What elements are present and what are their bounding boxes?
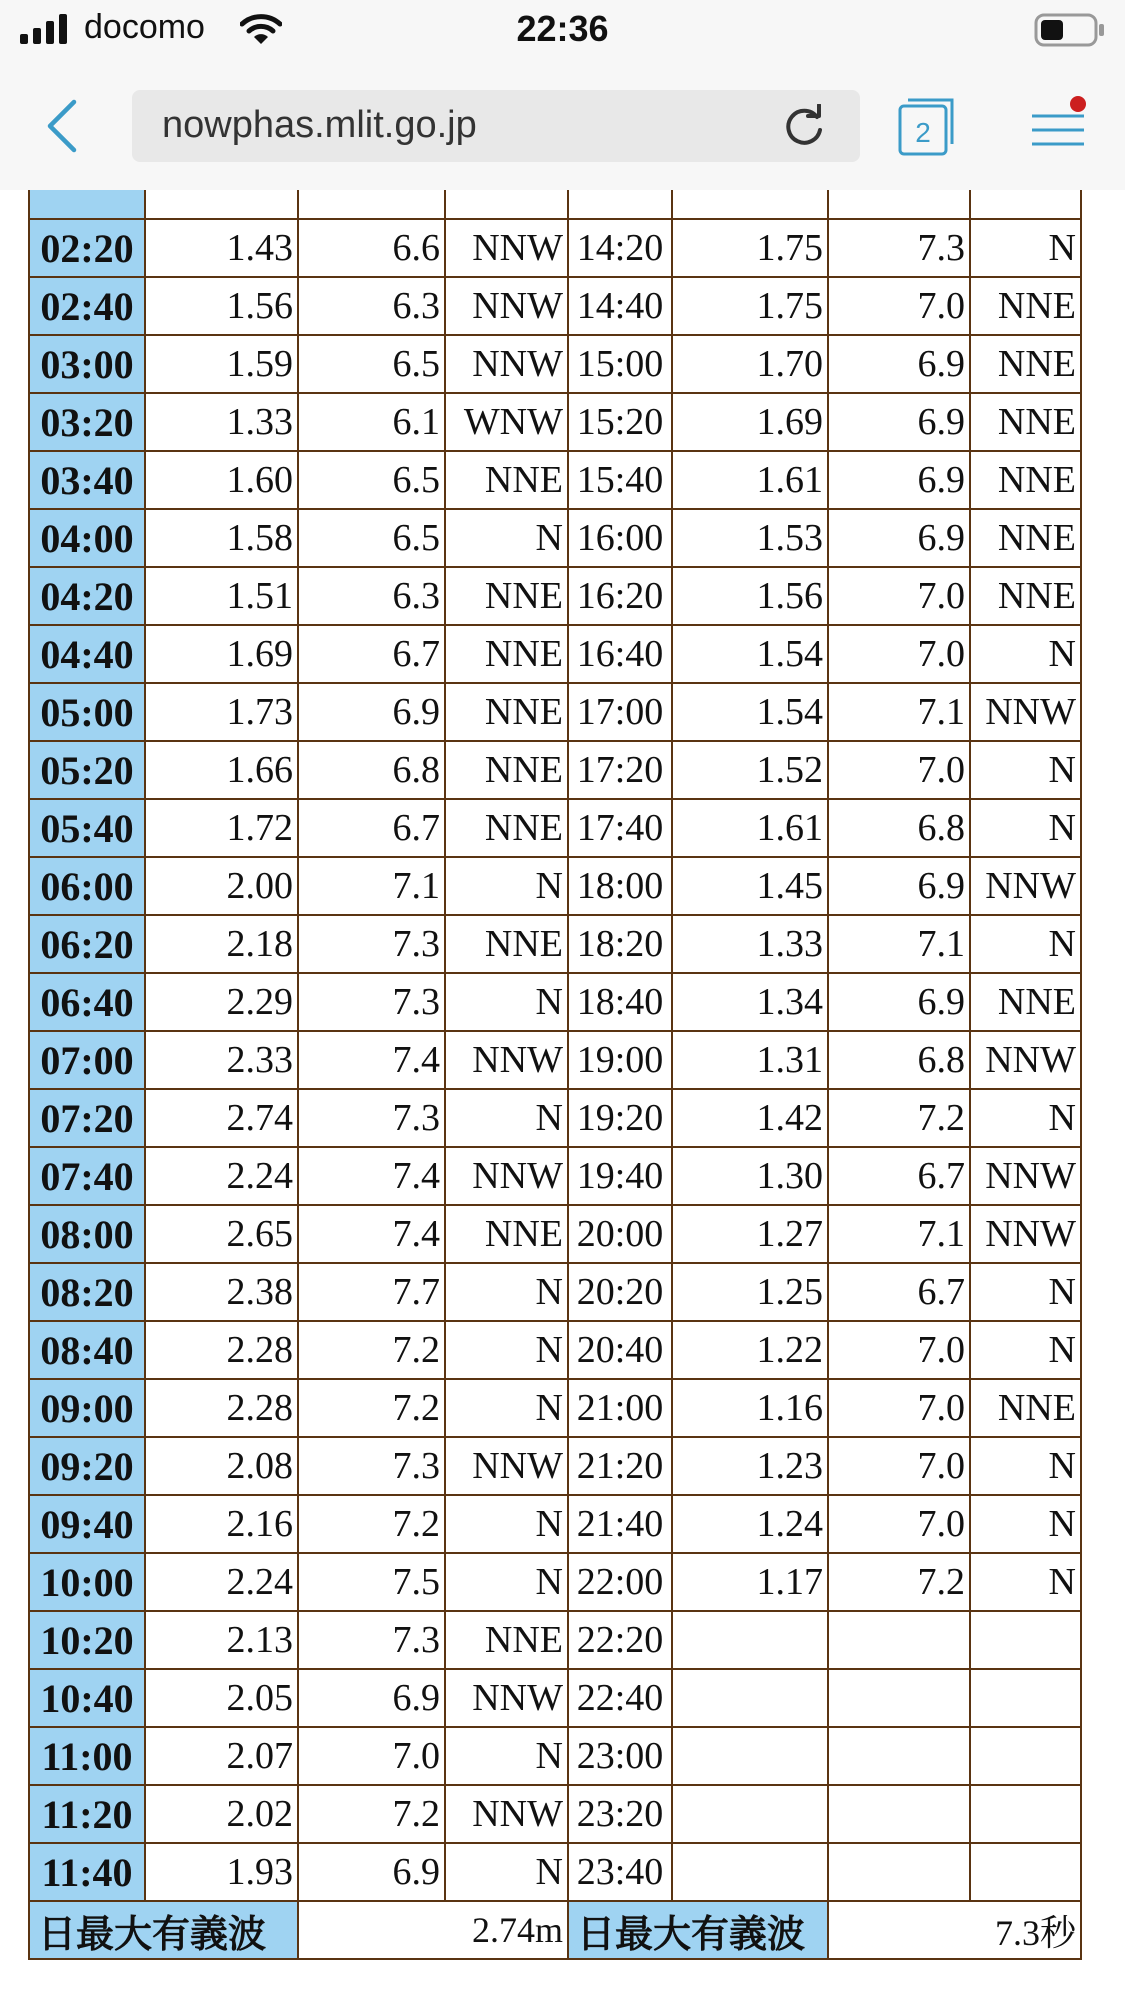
table-row <box>29 683 1081 741</box>
wave-direction-cell: NNE <box>970 567 1081 625</box>
wave-period-cell <box>828 1785 970 1843</box>
time-cell: 06:00 <box>29 857 145 915</box>
menu-icon[interactable] <box>1028 92 1088 156</box>
time-cell: 05:40 <box>29 799 145 857</box>
table-row <box>29 277 1081 335</box>
wave-period-cell: 6.1 <box>298 393 445 451</box>
wave-period-cell: 6.9 <box>828 451 970 509</box>
wave-height-cell: 1.58 <box>145 509 298 567</box>
wave-period-cell: 7.0 <box>828 1495 970 1553</box>
wave-direction-cell: N <box>970 1553 1081 1611</box>
wave-height-cell: 2.18 <box>145 915 298 973</box>
table-row <box>29 393 1081 451</box>
wave-period-cell: 6.3 <box>298 277 445 335</box>
time-cell: 07:40 <box>29 1147 145 1205</box>
table-row <box>29 915 1081 973</box>
wave-period-cell: 6.9 <box>298 1669 445 1727</box>
wave-height-cell: 1.25 <box>672 1263 828 1321</box>
wave-period-cell: 6.9 <box>828 335 970 393</box>
wave-height-cell: 1.45 <box>672 857 828 915</box>
wave-height-cell: 1.42 <box>672 1089 828 1147</box>
wave-direction-cell: NNW <box>445 219 568 277</box>
wave-direction-cell <box>445 190 568 219</box>
wave-height-cell: 2.07 <box>145 1727 298 1785</box>
wave-period-cell: 7.1 <box>828 1205 970 1263</box>
wave-direction-cell: NNW <box>445 335 568 393</box>
wave-period-cell: 7.3 <box>298 1611 445 1669</box>
table-row <box>29 1669 1081 1727</box>
time-cell: 16:40 <box>568 625 672 683</box>
wave-height-cell: 1.16 <box>672 1379 828 1437</box>
wave-height-cell: 1.33 <box>145 393 298 451</box>
wave-height-cell: 1.23 <box>672 1437 828 1495</box>
wave-height-cell: 2.16 <box>145 1495 298 1553</box>
wave-period-cell <box>828 1611 970 1669</box>
wave-period-cell: 7.3 <box>298 1089 445 1147</box>
wave-period-cell: 7.2 <box>298 1379 445 1437</box>
wave-direction-cell: N <box>445 1553 568 1611</box>
wave-period-cell: 7.5 <box>298 1553 445 1611</box>
time-cell: 23:00 <box>568 1727 672 1785</box>
wave-direction-cell: NNW <box>445 277 568 335</box>
wave-period-cell: 7.4 <box>298 1205 445 1263</box>
wave-period-cell: 6.5 <box>298 509 445 567</box>
max-wave-height-value: 2.74m <box>298 1901 568 1959</box>
time-cell: 03:00 <box>29 335 145 393</box>
time-cell: 10:40 <box>29 1669 145 1727</box>
table-row <box>29 335 1081 393</box>
wave-period-cell: 7.3 <box>298 973 445 1031</box>
time-cell: 21:40 <box>568 1495 672 1553</box>
wave-period-cell: 6.8 <box>828 1031 970 1089</box>
wave-height-cell: 1.56 <box>145 277 298 335</box>
back-icon[interactable] <box>40 96 86 156</box>
time-cell: 20:00 <box>568 1205 672 1263</box>
time-cell: 07:20 <box>29 1089 145 1147</box>
wave-height-cell: 1.56 <box>672 567 828 625</box>
table-row <box>29 1205 1081 1263</box>
wave-height-cell: 2.74 <box>145 1089 298 1147</box>
url-text: nowphas.mlit.go.jp <box>162 104 477 146</box>
time-cell: 06:20 <box>29 915 145 973</box>
wave-direction-cell: NNW <box>970 1147 1081 1205</box>
wave-direction-cell: NNE <box>970 335 1081 393</box>
table-row <box>29 1437 1081 1495</box>
time-cell: 19:20 <box>568 1089 672 1147</box>
wave-direction-cell <box>970 1727 1081 1785</box>
wave-height-cell: 1.52 <box>672 741 828 799</box>
wave-direction-cell: NNW <box>970 1205 1081 1263</box>
wave-direction-cell: N <box>970 219 1081 277</box>
max-wave-label: 日最大有義波 <box>568 1901 828 1959</box>
time-cell: 17:40 <box>568 799 672 857</box>
table-row <box>29 1785 1081 1843</box>
wave-height-cell: 1.51 <box>145 567 298 625</box>
wave-height-cell: 2.38 <box>145 1263 298 1321</box>
time-cell: 02:40 <box>29 277 145 335</box>
wave-height-cell <box>672 1843 828 1901</box>
wave-height-cell <box>672 1669 828 1727</box>
wave-period-cell: 7.0 <box>828 1437 970 1495</box>
wave-period-cell: 7.7 <box>298 1263 445 1321</box>
wave-period-cell <box>828 1843 970 1901</box>
wave-direction-cell: N <box>970 741 1081 799</box>
wave-height-cell: 1.54 <box>672 683 828 741</box>
wave-direction-cell: NNE <box>445 1611 568 1669</box>
wave-period-cell <box>828 1669 970 1727</box>
wave-direction-cell: N <box>445 1843 568 1901</box>
time-cell: 06:40 <box>29 973 145 1031</box>
table-row <box>29 1031 1081 1089</box>
wave-period-cell: 6.7 <box>298 625 445 683</box>
time-cell: 09:00 <box>29 1379 145 1437</box>
wave-period-cell: 7.1 <box>298 857 445 915</box>
table-row <box>29 1611 1081 1669</box>
wave-height-cell <box>672 190 828 219</box>
wave-direction-cell: N <box>445 857 568 915</box>
wave-period-cell: 7.2 <box>828 1089 970 1147</box>
time-cell: 02:20 <box>29 219 145 277</box>
wave-direction-cell: N <box>970 915 1081 973</box>
tab-count: 2 <box>915 117 931 148</box>
wave-period-cell: 7.2 <box>828 1553 970 1611</box>
wave-direction-cell <box>970 1843 1081 1901</box>
table-row <box>29 1379 1081 1437</box>
wave-height-cell <box>672 1727 828 1785</box>
notification-dot <box>1070 96 1086 112</box>
wave-period-cell: 6.9 <box>828 393 970 451</box>
wave-height-cell: 1.27 <box>672 1205 828 1263</box>
wave-direction-cell: N <box>970 799 1081 857</box>
wave-period-cell: 7.0 <box>298 1727 445 1785</box>
wave-period-cell: 6.9 <box>298 1843 445 1901</box>
wave-period-cell: 7.1 <box>828 683 970 741</box>
time-cell: 18:40 <box>568 973 672 1031</box>
wave-direction-cell: NNW <box>445 1147 568 1205</box>
time-cell: 18:20 <box>568 915 672 973</box>
wave-direction-cell <box>970 190 1081 219</box>
wave-period-cell: 7.0 <box>828 1379 970 1437</box>
wave-period-cell <box>828 1727 970 1785</box>
wave-period-cell: 7.4 <box>298 1147 445 1205</box>
wave-period-cell: 6.7 <box>298 799 445 857</box>
wave-height-cell: 1.43 <box>145 219 298 277</box>
wave-height-cell: 1.75 <box>672 219 828 277</box>
time-cell: 03:40 <box>29 451 145 509</box>
status-bar <box>0 0 1125 62</box>
wave-direction-cell: NNW <box>445 1785 568 1843</box>
carrier-name: docomo <box>84 8 205 46</box>
time-cell: 22:40 <box>568 1669 672 1727</box>
wave-direction-cell: NNE <box>445 567 568 625</box>
table-row <box>29 741 1081 799</box>
wave-period-cell: 7.4 <box>298 1031 445 1089</box>
wave-direction-cell: NNW <box>445 1437 568 1495</box>
wave-direction-cell: N <box>445 1727 568 1785</box>
table-row <box>29 625 1081 683</box>
max-wave-label: 日最大有義波 <box>29 1901 298 1959</box>
table-row <box>29 1147 1081 1205</box>
wave-direction-cell: NNE <box>445 915 568 973</box>
time-cell: 10:20 <box>29 1611 145 1669</box>
time-cell: 21:00 <box>568 1379 672 1437</box>
wave-direction-cell: NNE <box>970 509 1081 567</box>
table-row <box>29 1089 1081 1147</box>
wave-period-cell: 7.0 <box>828 567 970 625</box>
time-cell: 23:40 <box>568 1843 672 1901</box>
time-cell: 08:00 <box>29 1205 145 1263</box>
wave-direction-cell: N <box>970 1089 1081 1147</box>
table-row <box>29 451 1081 509</box>
wave-direction-cell: N <box>445 509 568 567</box>
wave-height-cell <box>145 190 298 219</box>
wave-height-cell: 1.59 <box>145 335 298 393</box>
time-cell: 17:00 <box>568 683 672 741</box>
table-row <box>29 509 1081 567</box>
wave-height-cell: 1.70 <box>672 335 828 393</box>
wave-direction-cell: NNE <box>970 393 1081 451</box>
wave-period-cell: 6.6 <box>298 219 445 277</box>
time-cell <box>568 190 672 219</box>
wave-height-cell: 1.53 <box>672 509 828 567</box>
time-cell: 11:00 <box>29 1727 145 1785</box>
wave-height-cell: 1.31 <box>672 1031 828 1089</box>
time-cell: 14:20 <box>568 219 672 277</box>
wave-height-cell: 1.54 <box>672 625 828 683</box>
wave-direction-cell: N <box>445 1263 568 1321</box>
wave-height-cell: 2.29 <box>145 973 298 1031</box>
wave-direction-cell: NNE <box>445 683 568 741</box>
wave-height-cell: 1.69 <box>672 393 828 451</box>
wave-period-cell: 7.0 <box>828 1321 970 1379</box>
table-row <box>29 973 1081 1031</box>
wave-height-cell: 1.60 <box>145 451 298 509</box>
wave-direction-cell: N <box>445 973 568 1031</box>
wave-period-cell: 7.3 <box>828 219 970 277</box>
wave-height-cell: 2.08 <box>145 1437 298 1495</box>
table-row <box>29 1263 1081 1321</box>
wave-direction-cell: NNE <box>445 799 568 857</box>
wave-period-cell: 6.8 <box>828 799 970 857</box>
wave-direction-cell: NNE <box>970 973 1081 1031</box>
wave-direction-cell: N <box>445 1089 568 1147</box>
wave-period-cell: 6.9 <box>828 973 970 1031</box>
table-row <box>29 1843 1081 1901</box>
time-cell: 11:20 <box>29 1785 145 1843</box>
time-cell: 09:40 <box>29 1495 145 1553</box>
table-row <box>29 1553 1081 1611</box>
wave-period-cell: 7.2 <box>298 1785 445 1843</box>
browser-toolbar <box>0 62 1125 191</box>
address-bar[interactable] <box>132 90 860 162</box>
wave-height-cell: 2.65 <box>145 1205 298 1263</box>
wave-period-cell: 6.5 <box>298 451 445 509</box>
wave-direction-cell: N <box>970 1321 1081 1379</box>
page-content[interactable] <box>0 190 1125 2001</box>
wave-direction-cell: NNE <box>445 451 568 509</box>
wave-height-cell <box>672 1611 828 1669</box>
wave-period-cell: 7.0 <box>828 741 970 799</box>
wave-direction-cell: N <box>970 1437 1081 1495</box>
wave-height-cell: 2.28 <box>145 1379 298 1437</box>
wave-height-cell: 2.02 <box>145 1785 298 1843</box>
wave-height-cell: 2.24 <box>145 1147 298 1205</box>
wave-height-cell: 1.22 <box>672 1321 828 1379</box>
wave-period-cell: 7.2 <box>298 1495 445 1553</box>
wave-height-cell: 1.73 <box>145 683 298 741</box>
wave-direction-cell: NNW <box>445 1669 568 1727</box>
wave-direction-cell: NNE <box>970 451 1081 509</box>
table-row <box>29 219 1081 277</box>
wave-height-cell: 1.93 <box>145 1843 298 1901</box>
time-cell: 09:20 <box>29 1437 145 1495</box>
wave-direction-cell: NNE <box>445 625 568 683</box>
time-cell: 04:40 <box>29 625 145 683</box>
time-cell: 23:20 <box>568 1785 672 1843</box>
wave-direction-cell <box>970 1785 1081 1843</box>
wave-height-cell: 1.24 <box>672 1495 828 1553</box>
wave-period-cell: 6.9 <box>298 683 445 741</box>
time-cell: 08:20 <box>29 1263 145 1321</box>
time-cell: 16:20 <box>568 567 672 625</box>
time-cell: 08:40 <box>29 1321 145 1379</box>
time-cell: 05:00 <box>29 683 145 741</box>
wave-direction-cell: NNW <box>970 1031 1081 1089</box>
table-row <box>29 190 1081 219</box>
wave-height-cell: 1.66 <box>145 741 298 799</box>
time-cell: 15:00 <box>568 335 672 393</box>
wave-period-cell: 6.9 <box>828 857 970 915</box>
wave-height-cell: 2.00 <box>145 857 298 915</box>
wave-height-cell: 1.69 <box>145 625 298 683</box>
clock: 22:36 <box>516 8 609 49</box>
wave-height-cell: 1.75 <box>672 277 828 335</box>
wave-period-cell <box>828 190 970 219</box>
time-cell: 20:40 <box>568 1321 672 1379</box>
wave-height-cell <box>672 1785 828 1843</box>
wave-period-cell: 7.3 <box>298 915 445 973</box>
wave-height-cell: 1.61 <box>672 451 828 509</box>
wave-direction-cell: N <box>970 1263 1081 1321</box>
wave-height-cell: 1.34 <box>672 973 828 1031</box>
time-cell: 22:00 <box>568 1553 672 1611</box>
time-cell <box>29 190 145 219</box>
wave-period-cell: 6.7 <box>828 1263 970 1321</box>
wave-direction-cell: NNE <box>445 1205 568 1263</box>
table-row <box>29 799 1081 857</box>
wave-direction-cell: N <box>445 1379 568 1437</box>
table-row <box>29 567 1081 625</box>
wave-period-cell: 6.5 <box>298 335 445 393</box>
time-cell: 22:20 <box>568 1611 672 1669</box>
wave-period-cell: 7.2 <box>298 1321 445 1379</box>
wave-direction-cell: N <box>970 625 1081 683</box>
wave-direction-cell: WNW <box>445 393 568 451</box>
time-cell: 19:00 <box>568 1031 672 1089</box>
time-cell: 14:40 <box>568 277 672 335</box>
tabs-icon[interactable] <box>896 94 958 158</box>
time-cell: 21:20 <box>568 1437 672 1495</box>
table-row <box>29 1495 1081 1553</box>
wave-period-cell: 6.9 <box>828 509 970 567</box>
wave-height-cell: 2.28 <box>145 1321 298 1379</box>
time-cell: 15:20 <box>568 393 672 451</box>
time-cell: 18:00 <box>568 857 672 915</box>
time-cell: 16:00 <box>568 509 672 567</box>
battery-icon <box>1034 12 1106 48</box>
wave-height-cell: 2.24 <box>145 1553 298 1611</box>
wave-direction-cell: NNE <box>445 741 568 799</box>
time-cell: 17:20 <box>568 741 672 799</box>
wave-observation-table <box>28 190 1082 1960</box>
wave-direction-cell: NNW <box>970 683 1081 741</box>
wave-direction-cell: N <box>970 1495 1081 1553</box>
wave-period-cell: 7.1 <box>828 915 970 973</box>
table-row <box>29 1727 1081 1785</box>
wave-height-cell: 1.17 <box>672 1553 828 1611</box>
wave-height-cell: 1.61 <box>672 799 828 857</box>
wave-direction-cell <box>970 1669 1081 1727</box>
wave-period-cell: 7.0 <box>828 277 970 335</box>
wave-height-cell: 2.05 <box>145 1669 298 1727</box>
wave-period-cell: 6.3 <box>298 567 445 625</box>
wave-height-cell: 1.33 <box>672 915 828 973</box>
time-cell: 07:00 <box>29 1031 145 1089</box>
wave-direction-cell: N <box>445 1495 568 1553</box>
time-cell: 04:20 <box>29 567 145 625</box>
wave-period-cell <box>298 190 445 219</box>
table-row <box>29 857 1081 915</box>
wave-height-cell: 1.72 <box>145 799 298 857</box>
time-cell: 19:40 <box>568 1147 672 1205</box>
wave-height-cell: 2.13 <box>145 1611 298 1669</box>
wave-period-cell: 6.7 <box>828 1147 970 1205</box>
wave-period-cell: 7.0 <box>828 625 970 683</box>
max-wave-period-value: 7.3秒 <box>828 1901 1081 1959</box>
table-row <box>29 1321 1081 1379</box>
time-cell: 15:40 <box>568 451 672 509</box>
summary-row <box>29 1901 1081 1959</box>
wave-direction-cell: N <box>445 1321 568 1379</box>
time-cell: 10:00 <box>29 1553 145 1611</box>
wave-direction-cell: NNW <box>970 857 1081 915</box>
wave-direction-cell: NNE <box>970 1379 1081 1437</box>
time-cell: 11:40 <box>29 1843 145 1901</box>
wave-period-cell: 7.3 <box>298 1437 445 1495</box>
wave-direction-cell: NNE <box>970 277 1081 335</box>
time-cell: 04:00 <box>29 509 145 567</box>
time-cell: 05:20 <box>29 741 145 799</box>
wave-height-cell: 1.30 <box>672 1147 828 1205</box>
time-cell: 03:20 <box>29 393 145 451</box>
wave-period-cell: 6.8 <box>298 741 445 799</box>
wave-height-cell: 2.33 <box>145 1031 298 1089</box>
reload-icon[interactable] <box>782 104 826 148</box>
wave-direction-cell <box>970 1611 1081 1669</box>
wave-direction-cell: NNW <box>445 1031 568 1089</box>
time-cell: 20:20 <box>568 1263 672 1321</box>
